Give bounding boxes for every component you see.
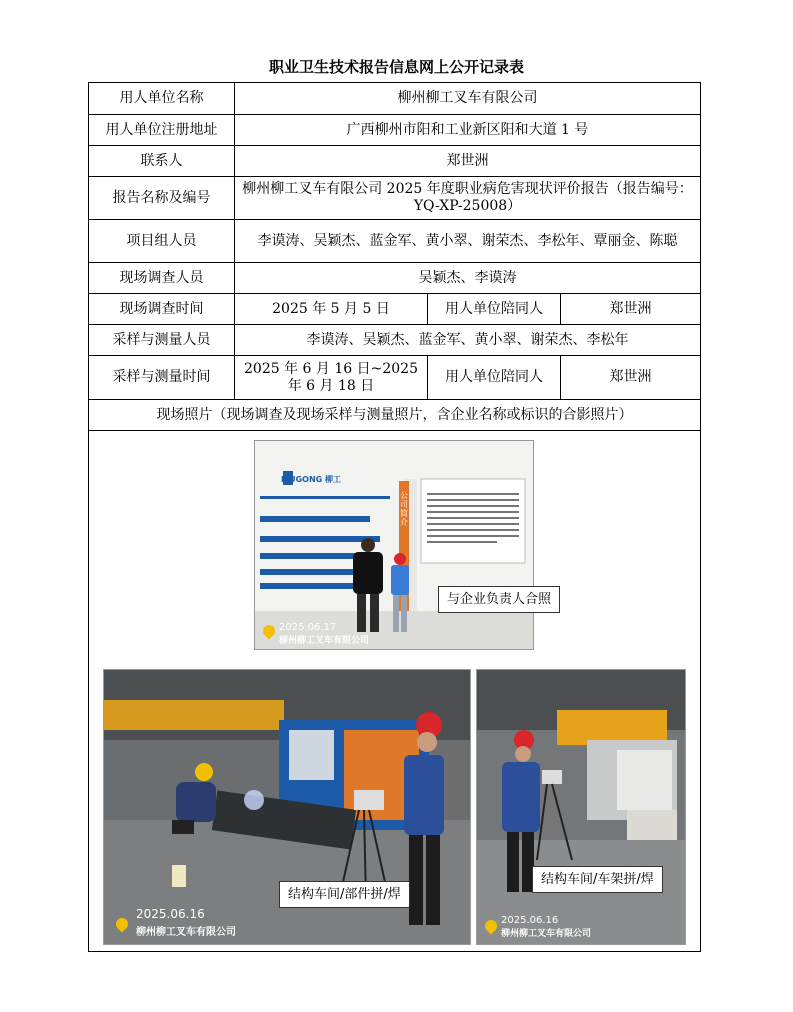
group-photo xyxy=(254,440,534,650)
caption-group-photo: 与企业负责人合照 xyxy=(438,586,560,613)
photo-company: 柳州柳工叉车有限公司 xyxy=(279,636,370,646)
company-intro-panel: 公司简介 xyxy=(400,491,408,527)
survey-staff-value: 吴颖杰、李谟涛 xyxy=(235,263,701,294)
row-employer-name xyxy=(89,83,701,115)
row-employer-address xyxy=(89,115,701,146)
row-contact xyxy=(89,146,701,177)
team-label: 项目组人员 xyxy=(89,220,235,263)
row-sampling-staff xyxy=(89,325,701,356)
photo-company: 柳州柳工叉车有限公司 xyxy=(501,929,592,939)
sampling-accompany-label: 用人单位陪同人 xyxy=(428,356,561,400)
employer-address-value: 广西柳州市阳和工业新区阳和大道 1 号 xyxy=(235,115,701,146)
report-label: 报告名称及编号 xyxy=(89,177,235,220)
liugong-logo-text: LIUGONG 柳工 xyxy=(281,475,341,484)
photo-company: 柳州柳工叉车有限公司 xyxy=(136,927,236,938)
photo-date: 2025.06.16 xyxy=(501,915,559,926)
row-team xyxy=(89,220,701,263)
employer-name-label: 用人单位名称 xyxy=(89,83,235,115)
caption-welding-photo: 结构车间/部件拼/焊 xyxy=(279,881,410,908)
survey-time-value: 2025 年 5 月 5 日 xyxy=(235,294,428,325)
photos-area xyxy=(89,431,700,951)
contact-value: 郑世洲 xyxy=(235,146,701,177)
photo-date: 2025.06.17 xyxy=(279,622,337,633)
frame-photo-scene xyxy=(477,670,685,944)
photo-date: 2025.06.16 xyxy=(136,907,205,921)
row-sampling-time xyxy=(89,356,701,400)
report-value: 柳州柳工叉车有限公司 2025 年度职业病危害现状评价报告（报告编号：YQ-XP-25008） xyxy=(235,177,701,220)
record-table xyxy=(88,82,701,952)
team-value: 李谟涛、吴颖杰、蓝金军、黄小翠、谢荣杰、李松年、覃丽金、陈聪 xyxy=(235,220,701,263)
document-title: 职业卫生技术报告信息网上公开记录表 xyxy=(268,58,524,76)
frame-photo xyxy=(476,669,686,945)
survey-accompany-value: 郑世洲 xyxy=(561,294,701,325)
contact-label: 联系人 xyxy=(89,146,235,177)
row-report xyxy=(89,177,701,220)
row-survey-staff xyxy=(89,263,701,294)
sampling-time-value: 2025 年 6 月 16 日~2025 年 6 月 18 日 xyxy=(235,356,428,400)
caption-frame-photo: 结构车间/车架拼/焊 xyxy=(532,866,663,893)
sampling-staff-value: 李谟涛、吴颖杰、蓝金军、黄小翠、谢荣杰、李松年 xyxy=(235,325,701,356)
row-photos xyxy=(89,431,701,952)
sampling-staff-label: 采样与测量人员 xyxy=(89,325,235,356)
survey-accompany-label: 用人单位陪同人 xyxy=(428,294,561,325)
row-survey-time xyxy=(89,294,701,325)
sampling-accompany-value: 郑世洲 xyxy=(561,356,701,400)
employer-address-label: 用人单位注册地址 xyxy=(89,115,235,146)
row-photos-header xyxy=(89,400,701,431)
survey-time-label: 现场调查时间 xyxy=(89,294,235,325)
photos-header: 现场照片（现场调查及现场采样与测量照片，含企业名称或标识的合影照片） xyxy=(89,400,701,431)
sampling-time-label: 采样与测量时间 xyxy=(89,356,235,400)
survey-staff-label: 现场调查人员 xyxy=(89,263,235,294)
employer-name-value: 柳州柳工叉车有限公司 xyxy=(235,83,701,115)
